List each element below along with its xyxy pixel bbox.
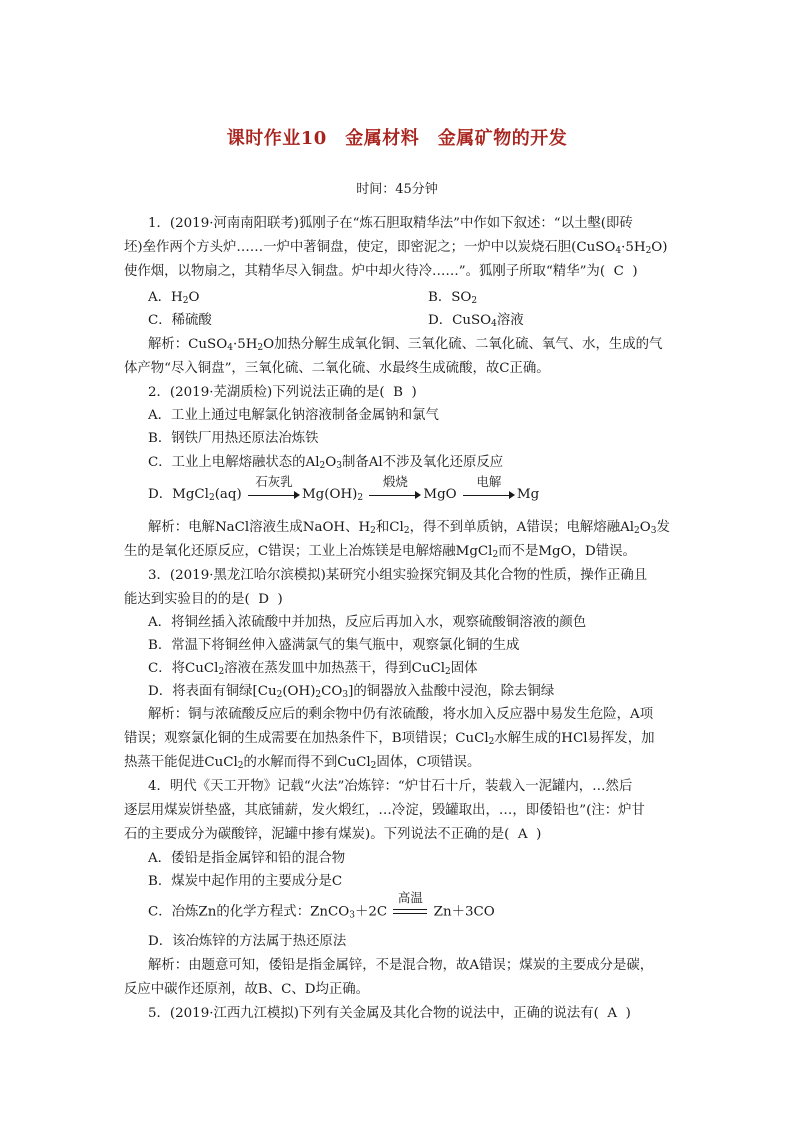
q3-option-a: A．将铜丝插入浓硫酸中并加热，反应后再加入水，观察硫酸铜溶液的颜色 bbox=[148, 615, 587, 630]
q1-line-1: 1．(2019·河南南阳联考)狐刚子在“炼石胆取精华法”中作如下叙述：“以土墼(即砖 bbox=[148, 216, 633, 231]
q1-option-d: D．CuSO$_4$溶液 bbox=[428, 313, 524, 329]
q2-answer: B bbox=[393, 385, 403, 400]
q2-explanation-1: 解析：电解NaCl溶液生成NaOH、$H_2$和$Cl_2$，得不到单质钠，A错误；电解熔融$Al_2O_3$发 bbox=[148, 520, 670, 536]
q1-option-a: A．$H_2O$ bbox=[148, 290, 200, 306]
q3-line-2: 能达到实验目的的是( D ) bbox=[124, 592, 283, 607]
q4-option-d: D．该冶炼锌的方法属于热还原法 bbox=[148, 934, 347, 949]
q5-line-1: 5．(2019·江西九江模拟)下列有关金属及其化合物的说法中，正确的说法有( A ) bbox=[148, 1006, 631, 1021]
q3-answer: D bbox=[258, 592, 270, 607]
q1-line-3: 使作烟，以物扇之，其精华尽入铜盘。炉中却火待冷……”。狐刚子所取“精华”为( C ) bbox=[124, 264, 638, 279]
reaction-arrow: 煅烧 bbox=[369, 488, 421, 502]
q4-line-2: 逐层用煤炭饼垫盛，其底铺薪，发火煅红，…冷淀，毁罐取出，…，即倭铅也”(注：炉甘 bbox=[124, 803, 645, 818]
reaction-arrow: 电解 bbox=[463, 488, 515, 502]
q3-option-c: C．将CuCl$_2$溶液在蒸发皿中加热蒸干，得到CuCl$_2$固体 bbox=[148, 661, 478, 677]
q3-line-1: 3．(2019·黑龙江哈尔滨模拟)某研究小组实验探究铜及其化合物的性质，操作正确且 bbox=[148, 568, 648, 583]
q4-answer: A bbox=[517, 827, 528, 842]
equals-sign: 高温 bbox=[393, 904, 427, 920]
reaction-arrow: 石灰乳 bbox=[248, 488, 300, 502]
q4-line-3: 石的主要成分为碳酸锌，泥罐中掺有煤炭)。下列说法不正确的是( A ) bbox=[124, 827, 542, 842]
worksheet-title: 课时作业10 金属材料 金属矿物的开发 bbox=[226, 128, 568, 149]
q3-explanation-3: 热蒸干能促进CuCl$_2$的水解而得不到CuCl$_2$固体，C项错误。 bbox=[124, 755, 481, 771]
q1-option-c: C．稀硫酸 bbox=[148, 313, 212, 328]
q3-explanation-2: 错误；观察氯化铜的生成需要在加热条件下，B项错误；CuCl$_2$水解生成的HCl易挥发，加 bbox=[124, 731, 655, 747]
q3-explanation-1: 解析：铜与浓硫酸反应后的剩余物中仍有浓硫酸，将水加入反应器中易发生危险，A项 bbox=[148, 707, 654, 722]
q2-option-b: B．钢铁厂用热还原法冶炼铁 bbox=[148, 431, 319, 446]
q1-line-2: 坯)垒作两个方头炉……一炉中著铜盘，使定，即密泥之；一炉中以炭烧石胆$(CuSO_4\cdot 5H_2O)$ bbox=[124, 240, 668, 256]
q2-option-d: D．MgCl$_2$(aq) 石灰乳 $Mg(OH)_2$ 煅烧 MgO 电解 Mg bbox=[148, 473, 540, 503]
q5-answer: A bbox=[607, 1006, 618, 1021]
q2-option-a: A．工业上通过电解氯化钠溶液制备金属钠和氯气 bbox=[148, 408, 439, 423]
q4-option-c: C．冶炼Zn的化学方程式：ZnCO$_3$＋2C 高温 Zn＋3CO bbox=[148, 890, 495, 921]
time-limit: 时间：45分钟 bbox=[356, 182, 438, 197]
q2-explanation-2: 生的是氧化还原反应，C错误；工业上冶炼镁是电解熔融MgCl$_2$而不是MgO，D错误。 bbox=[124, 544, 636, 560]
q4-explanation-1: 解析：由题意可知，倭铅是指金属锌，不是混合物，故A错误；煤炭的主要成分是碳， bbox=[148, 958, 654, 973]
q1-explanation-1: 解析：$CuSO_4\cdot 5H_2O$加热分解生成氧化铜、三氧化硫、二氧化硫、氧气、水，生成的气 bbox=[148, 337, 663, 353]
q2-line-1: 2．(2019·芜湖质检)下列说法正确的是( B ) bbox=[148, 385, 417, 400]
q4-line-1: 4．明代《天工开物》记载“火法”冶炼锌：“炉甘石十斤，装载入一泥罐内，…然后 bbox=[148, 779, 633, 794]
q3-option-d: D．将表面有铜绿$[Cu_2(OH)_2CO_3]$的铜器放入盐酸中浸泡，除去铜绿 bbox=[148, 684, 555, 700]
q3-option-b: B．常温下将铜丝伸入盛满氯气的集气瓶中，观察氯化铜的生成 bbox=[148, 638, 520, 653]
q1-answer: C bbox=[613, 264, 624, 279]
q4-option-b: B．煤炭中起作用的主要成分是C bbox=[148, 874, 343, 889]
q4-explanation-2: 反应中碳作还原剂，故B、C、D均正确。 bbox=[124, 982, 370, 997]
q4-option-a: A．倭铅是指金属锌和铅的混合物 bbox=[148, 851, 346, 866]
q1-explanation-2: 体产物“尽入铜盘”，三氧化硫、二氧化硫、水最终生成硫酸，故C正确。 bbox=[124, 361, 550, 376]
q2-option-c: C．工业上电解熔融状态的$Al_2O_3$制备Al不涉及氧化还原反应 bbox=[148, 455, 504, 471]
q1-option-b: B．$SO_2$ bbox=[428, 290, 478, 306]
